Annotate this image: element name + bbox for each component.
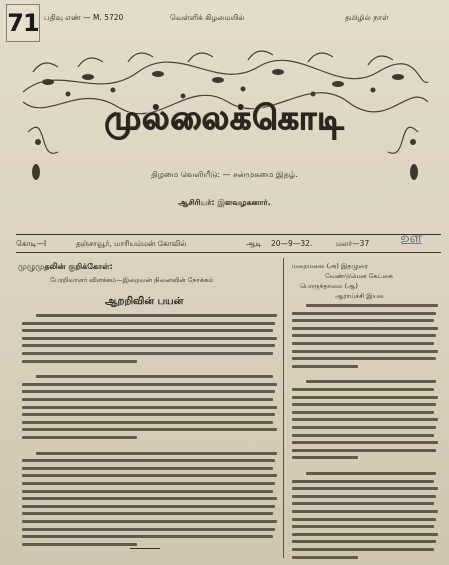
text-line (292, 350, 438, 353)
text-line (292, 548, 434, 551)
text-line (292, 487, 438, 490)
text-line (292, 480, 434, 483)
text-line (22, 337, 277, 340)
text-line (22, 329, 273, 332)
text-line (22, 436, 137, 439)
text-line (22, 528, 275, 531)
text-line (292, 411, 434, 414)
text-line (22, 383, 277, 386)
text-line (22, 520, 277, 523)
end-rule (130, 548, 160, 549)
text-line (22, 390, 275, 393)
masthead-tagline: திழமை வெளியீடு: — சன்முகமை இதழ். (151, 170, 298, 179)
text-line (22, 322, 275, 325)
text-line (22, 421, 273, 424)
section-title: முழுமுதலின் குறிக்கோள்: (18, 262, 113, 271)
text-line (36, 375, 273, 378)
ink-annotation: ஊ (400, 228, 423, 249)
text-line (22, 490, 273, 493)
text-line (292, 319, 434, 322)
text-line (292, 533, 438, 536)
text-line (306, 304, 438, 307)
text-line (292, 449, 436, 452)
text-line (292, 327, 438, 330)
text-line (292, 365, 358, 368)
masthead-title: முல்லைக்கொடி (104, 98, 345, 137)
text-line (22, 505, 275, 508)
text-line (22, 474, 277, 477)
text-line (292, 403, 436, 406)
text-line (292, 502, 434, 505)
text-line (292, 540, 436, 543)
text-line (292, 312, 436, 315)
text-line (22, 497, 277, 500)
text-line (292, 388, 434, 391)
text-line (292, 434, 434, 437)
text-line (22, 398, 273, 401)
text-line (292, 510, 438, 513)
right-top-line-1: மறைமலை (அ) இதழுரை (292, 262, 369, 270)
text-line (22, 344, 275, 347)
month-label: ஆடி (246, 239, 262, 248)
article-title: ஆறறிவின் பயன் (105, 296, 184, 307)
text-line (292, 334, 436, 337)
text-line (292, 396, 438, 399)
text-line (22, 543, 137, 546)
text-line (292, 342, 434, 345)
issue-label: மலர்—37 (336, 239, 370, 248)
text-line (306, 472, 436, 475)
column-divider (283, 258, 284, 558)
text-line (22, 428, 277, 431)
text-line (292, 495, 436, 498)
text-line (22, 512, 273, 515)
right-top-line-3: பொருந்தாமை (ஆ) (300, 282, 358, 290)
city-label: தஞ்சாவூர், மாரியம்மன் கோவில் (76, 239, 187, 248)
text-line (292, 525, 434, 528)
weekly-note: வெள்ளிக் கிழமையில் (170, 13, 245, 22)
right-top-line-4: ஆராய்ச்சி இயல (335, 292, 384, 300)
text-line (292, 556, 358, 559)
text-line (22, 535, 273, 538)
registration-number: பதிவு எண் — M. 5720 (44, 13, 124, 22)
volume-label: கொடி—I (16, 239, 47, 248)
text-line (22, 406, 277, 409)
editor-line: ஆசிரியர்: இளவழகனார். (178, 198, 271, 207)
text-line (22, 413, 275, 416)
text-line (22, 352, 273, 355)
text-line (22, 459, 275, 462)
right-top-line-2: வேண்டுமென கேட்கை (325, 272, 393, 280)
text-line (292, 456, 358, 459)
text-line (22, 482, 275, 485)
text-line (36, 314, 277, 317)
text-line (292, 518, 436, 521)
sticker-number: 71 (7, 9, 39, 37)
text-line (292, 418, 438, 421)
text-line (22, 360, 137, 363)
top-right-note: தமிழில் நாள் (345, 13, 389, 22)
text-line (292, 357, 436, 360)
date-label: 20—9—32. (271, 239, 313, 248)
text-line (306, 380, 436, 383)
text-line (36, 452, 277, 455)
info-rule-bottom (16, 252, 441, 253)
info-rule-top (16, 234, 441, 235)
text-line (22, 467, 273, 470)
text-line (292, 441, 438, 444)
text-line (292, 426, 436, 429)
section-kicker: பேரறிவாளர் விளக்கம்—இறைவன் நினைவின் நோக்கம் (50, 276, 214, 284)
